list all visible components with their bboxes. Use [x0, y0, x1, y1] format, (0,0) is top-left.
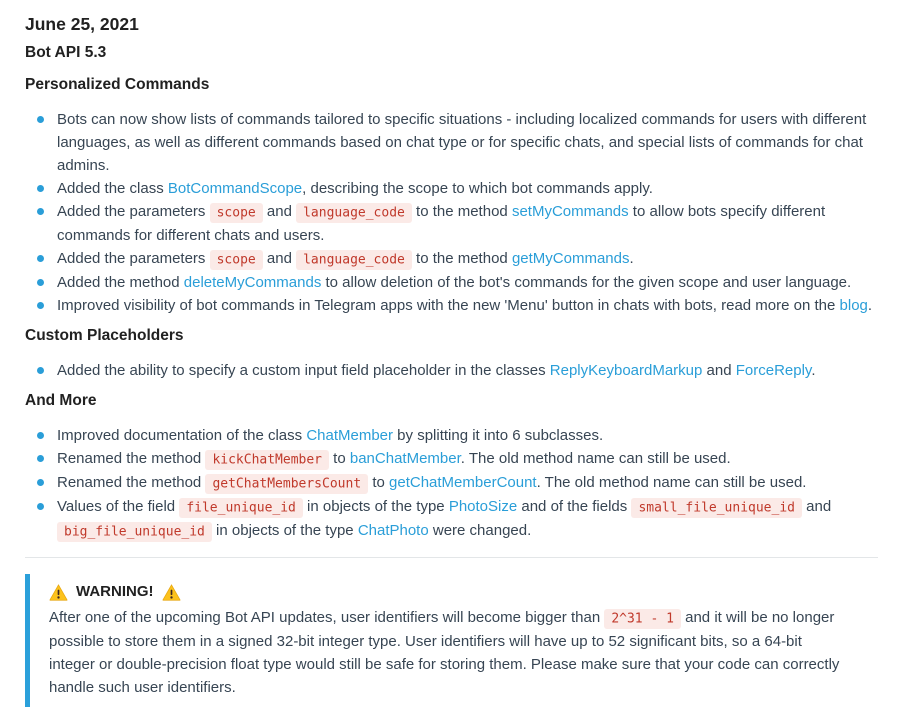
text-run: , describing the scope to which bot commands apply. [302, 180, 653, 197]
text-run: and [262, 250, 297, 267]
text-run: Renamed the method [57, 474, 206, 491]
section-title: Personalized Commands [25, 76, 210, 93]
inline-link[interactable]: ReplyKeyboardMarkup [549, 362, 703, 379]
text-run: and [802, 498, 832, 515]
section-title: And More [25, 392, 97, 409]
text-run: After one of the upcoming Bot API updates, user identifiers will become bigger than [49, 609, 605, 626]
inline-link[interactable]: setMyCommands [511, 203, 629, 220]
inline-link[interactable]: deleteMyCommands [183, 274, 322, 291]
inline-code: scope [210, 203, 263, 223]
text-run: Added the method [57, 274, 184, 291]
warning-icon [162, 584, 181, 601]
text-run: were changed. [428, 522, 532, 539]
inline-link[interactable]: ChatPhoto [357, 522, 429, 539]
warning-callout [25, 574, 878, 707]
inline-code: big_file_unique_id [57, 522, 212, 542]
list-item [57, 247, 878, 271]
list-item [57, 447, 878, 471]
inline-link[interactable]: BotCommandScope [167, 180, 303, 197]
text-run: . The old method name can still be used. [536, 474, 807, 491]
bullet-list [25, 424, 878, 543]
inline-code: getChatMembersCount [205, 474, 368, 494]
text-run: . The old method name can still be used. [460, 450, 731, 467]
inline-link[interactable]: ForceReply [735, 362, 812, 379]
inline-code: kickChatMember [205, 450, 329, 470]
list-item [57, 200, 878, 247]
inline-code: file_unique_id [179, 498, 303, 518]
inline-code: language_code [296, 203, 412, 223]
inline-code: language_code [296, 250, 412, 270]
changelog-sections [25, 76, 878, 543]
text-run: and [262, 203, 297, 220]
inline-link[interactable]: banChatMember [349, 450, 461, 467]
bot-api-version-heading: Bot API 5.3 [25, 44, 107, 61]
text-run: Values of the field [57, 498, 180, 515]
text-run: by splitting it into 6 subclasses. [393, 427, 604, 444]
text-run: Added the parameters [57, 250, 210, 267]
bullet-list [25, 108, 878, 317]
text-run: to the method [411, 250, 512, 267]
text-run: in objects of the type [211, 522, 358, 539]
text-run: . [629, 250, 634, 267]
text-run: to the method [411, 203, 512, 220]
list-item [57, 359, 878, 382]
text-run: and [702, 362, 736, 379]
inline-code: small_file_unique_id [631, 498, 802, 518]
list-item [57, 271, 878, 294]
text-run: in objects of the type [302, 498, 449, 515]
text-run: and of the fields [517, 498, 632, 515]
inline-link[interactable]: blog [839, 297, 868, 314]
warning-title: WARNING! [76, 583, 154, 600]
text-run: Added the ability to specify a custom input field placeholder in the classes [57, 362, 550, 379]
divider [25, 557, 878, 558]
inline-link[interactable]: getChatMemberCount [389, 474, 537, 491]
warning-title-row [49, 580, 850, 604]
text-run: to allow deletion of the bot's commands for the given scope and user language. [321, 274, 852, 291]
text-run: Bots can now show lists of commands tailored to specific situations - including localized commands for users with different languages, as well as different commands based on chat type or for specific chats, and special lists of commands for chat admins. [57, 111, 867, 174]
text-run: to [329, 450, 350, 467]
text-run: . [867, 297, 873, 314]
warning-text [49, 606, 850, 699]
inline-link[interactable]: ChatMember [306, 427, 394, 444]
list-item [57, 495, 878, 543]
text-run: and it will be no longer possible to store them in a signed 32-bit integer type. User identifiers will have up to 52 significant bits, so a 64-bit integer or double-precision float type would still be safe for storing them. Please make sure that your code can correctly handle such user identifiers. [49, 609, 840, 696]
text-run: . [811, 362, 816, 379]
warning-icon [49, 584, 68, 601]
bullet-list [25, 359, 878, 382]
list-item [57, 471, 878, 495]
date-heading: June 25, 2021 [25, 14, 139, 34]
text-run: Improved visibility of bot commands in Telegram apps with the new 'Menu' button in chats with bots, read more on the [57, 297, 840, 314]
text-run: Renamed the method [57, 450, 206, 467]
text-run: Added the parameters [57, 203, 210, 220]
text-run: to [368, 474, 390, 491]
list-item [57, 424, 878, 447]
text-run: to allow bots specify different commands for different chats and users. [57, 203, 826, 244]
text-run: Improved documentation of the class [57, 427, 307, 444]
text-run: Added the class [57, 180, 168, 197]
inline-code: 2^31 - 1 [604, 609, 681, 629]
list-item [57, 294, 878, 317]
inline-link[interactable]: getMyCommands [511, 250, 630, 267]
section-title: Custom Placeholders [25, 327, 184, 344]
list-item [57, 177, 878, 200]
inline-code: scope [210, 250, 263, 270]
list-item [57, 108, 878, 177]
inline-link[interactable]: PhotoSize [448, 498, 518, 515]
